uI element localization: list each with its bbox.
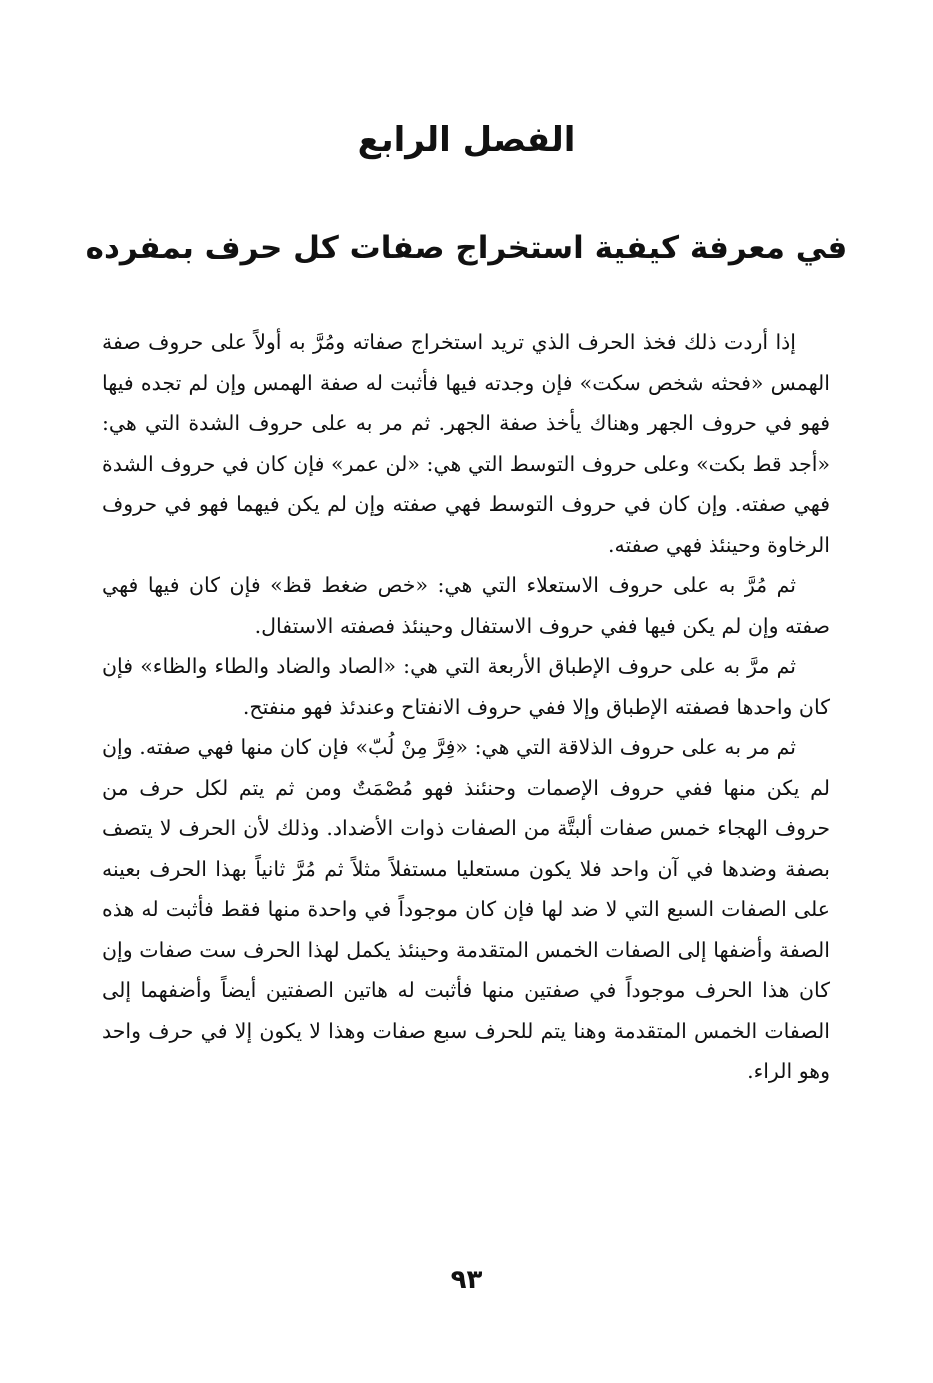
- section-title: في معرفة كيفية استخراج صفات كل حرف بمفرده: [85, 230, 848, 266]
- paragraph: ثم مرَّ به على حروف الإطباق الأربعة التي هي: «الصاد والضاد والطاء والظاء» فإن كان واحدها فصفته الإطباق وإلا ففي حروف الانفتاح وعندئذ فهو منفتح.: [102, 654, 830, 719]
- page-number: ٩٣: [450, 1265, 483, 1295]
- chapter-title: الفصل الرابع: [357, 120, 576, 160]
- paragraph: ثم مُرَّ به على حروف الاستعلاء التي هي: «خص ضغط قظ» فإن كان فيها فهي صفته وإن لم يكن فيها ففي حروف الاستفال وحينئذ فصفته الاستفال.: [102, 573, 830, 638]
- body-text: [102, 322, 830, 1092]
- paragraph: ثم مر به على حروف الذلاقة التي هي: «فِرَّ مِنْ لُبّ» فإن كان منها فهي صفته. وإن لم يكن منها ففي حروف الإصمات وحنئنذ فهو مُصْمَتٌ ومن ثم يتم لكل حرف من حروف الهجاء خمس صفات ألبتَّة من الصفات ذوات الأضداد. وذلك لأن الحرف لا يتصف بصفة وضدها في آن واحد فلا يكون مستعليا مستفلاً مثلاً ثم مُرَّ ثانياً بهذا الحرف بعينه على الصفات السبع التي لا ضد لها فإن كان موجوداً في واحدة منها فقط فأثبت له هذه الصفة وأضفها إلى الصفات الخمس المتقدمة وحينئذ يكمل لهذا الحرف ست صفات وإن كان هذا الحرف موجوداً في صفتين منها فأثبت له هاتين الصفتين أيضاً وأضفهما إلى الصفات الخمس المتقدمة وهنا يتم للحرف سبع صفات وهذا لا يكون إلا في حرف واحد وهو الراء.: [102, 735, 830, 1083]
- paragraph: إذا أردت ذلك فخذ الحرف الذي تريد استخراج صفاته ومُرَّ به أولاً على حروف صفة الهمس «فحثه شخص سكت» فإن وجدته فيها فأثبت له صفة الهمس وإن لم تجده فيها فهو في حروف الجهر وهناك يأخذ صفة الجهر. ثم مر به على حروف الشدة التي هي: «أجد قط بكت» وعلى حروف التوسط التي هي: «لن عمر» فإن كان في حروف الشدة فهي صفته. وإن كان في حروف التوسط فهي صفته وإن لم يكن فيهما فهو في حروف الرخاوة وحينئذ فهي صفته.: [102, 330, 830, 557]
